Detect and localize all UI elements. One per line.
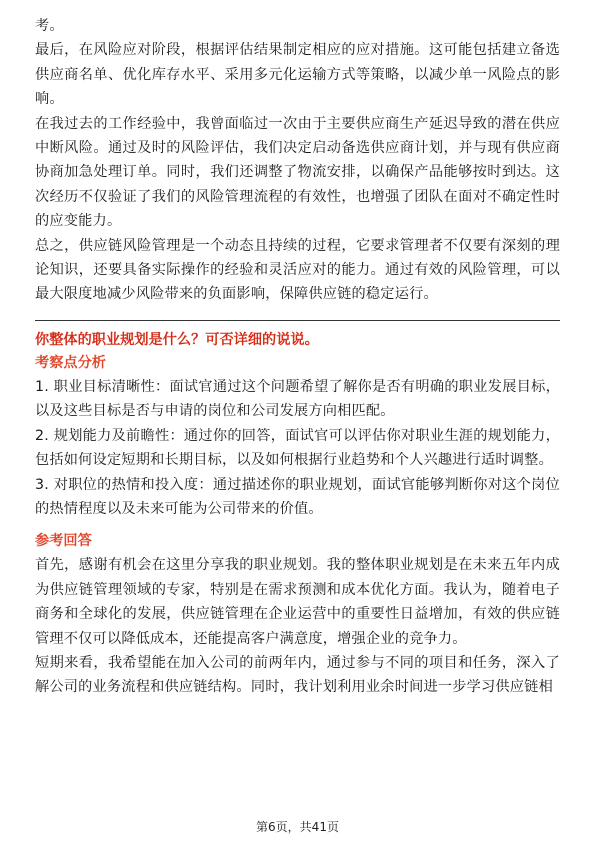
section-divider xyxy=(35,320,560,321)
paragraph: 在我过去的工作经验中，我曾面临过一次由于主要供应商生产延迟导致的潜在供应中断风险。通过及时的风险评估，我们决定启动备选供应商计划，并与现有供应商协商加急处理订单。同时，我们还调整了物流安排，以确保产品能够按时到达。这次经历不仅验证了我们的风险管理流程的有效性，也增强了团队在面对不确定性时的应变能力。 xyxy=(35,115,560,230)
answer-paragraph: 首先，感谢有机会在这里分享我的职业规划。我的整体职业规划是在未来五年内成为供应链管理领域的专家，特别是在需求预测和成本优化方面。我认为，随着电子商务和全球化的发展，供应链管理在企业运营中的重要性日益增加，有效的供应链管理不仅可以降低成本，还能提高客户满意度，增强企业的竞争力。 xyxy=(35,557,560,647)
page-number: 第6页，共41页 xyxy=(256,820,339,834)
paragraph: 总之，供应链风险管理是一个动态且持续的过程，它要求管理者不仅要有深刻的理论知识，还要具备实际操作的经验和灵活应对的能力。通过有效的风险管理，可以最大限度地减少风险带来的负面影响，保障供应链的稳定运行。 xyxy=(35,237,560,303)
paragraph: 最后，在风险应对阶段，根据评估结果制定相应的应对措施。这可能包括建立备选供应商名单、优化库存水平、采用多元化运输方式等策略，以减少单一风险点的影响。 xyxy=(35,42,560,108)
answer-paragraph: 短期来看，我希望能在加入公司的前两年内，通过参与不同的项目和任务，深入了解公司的业务流程和供应链结构。同时，我计划利用业余时间进一步学习供应链相 xyxy=(35,654,560,696)
analysis-point: 2. 规划能力及前瞻性：通过你的回答，面试官可以评估你对职业生涯的规划能力，包括如何设定短期和长期目标，以及如何根据行业趋势和个人兴趣进行适时调整。 xyxy=(35,427,560,469)
question-heading: 你整体的职业规划是什么？可否详细的说说。 xyxy=(35,331,319,348)
document-page xyxy=(35,14,560,700)
analysis-heading: 考察点分析 xyxy=(35,354,106,371)
answer-heading: 参考回答 xyxy=(35,533,92,550)
paragraph: 考。 xyxy=(35,18,64,34)
analysis-point: 3. 对职位的热情和投入度：通过描述你的职业规划，面试官能够判断你对这个岗位的热情程度以及未来可能为公司带来的价值。 xyxy=(35,476,560,517)
analysis-point: 1. 职业目标清晰性：面试官通过这个问题希望了解你是否有明确的职业发展目标，以及这些目标是否与申请的岗位和公司发展方向相匹配。 xyxy=(35,378,560,420)
